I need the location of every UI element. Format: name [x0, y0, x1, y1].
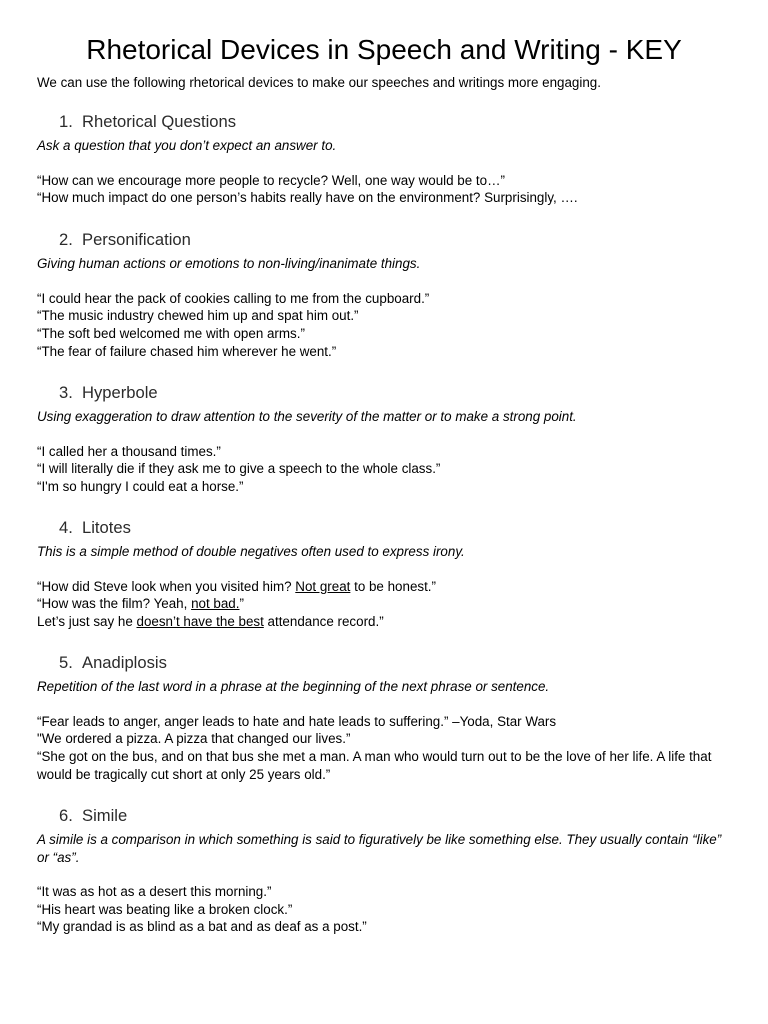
example-text: to be honest.”	[350, 578, 436, 594]
section-anadiplosis	[37, 653, 731, 783]
example-text: attendance record.”	[263, 613, 384, 629]
page-title: Rhetorical Devices in Speech and Writing - KEY	[86, 34, 682, 65]
example-list	[37, 883, 731, 936]
example-item: “How can we encourage more people to recycle? Well, one way would be to…”	[37, 172, 505, 188]
section-definition: Using exaggeration to draw attention to the severity of the matter or to make a strong point.	[37, 409, 577, 424]
example-item: “The fear of failure chased him wherever he went.”	[37, 343, 337, 359]
example-text: “How did Steve look when you visited him?	[37, 578, 296, 594]
example-item	[37, 578, 731, 596]
underlined-phrase: not bad.	[191, 596, 240, 612]
example-item: “I could hear the pack of cookies calling to me from the cupboard.”	[37, 290, 430, 306]
section-title: Personification	[82, 230, 191, 249]
section-title: Simile	[82, 806, 128, 825]
section-heading	[59, 383, 731, 403]
section-heading	[59, 806, 731, 826]
section-definition: This is a simple method of double negatives often used to express irony.	[37, 544, 465, 559]
example-list	[37, 713, 731, 784]
example-item: "We ordered a pizza. A pizza that changed our lives.”	[37, 731, 351, 747]
example-text: “How was the film? Yeah,	[37, 596, 192, 612]
example-item	[37, 613, 731, 631]
section-definition: A simile is a comparison in which something is said to figuratively be like something else. They usually contain “like” or “as”.	[37, 832, 722, 865]
section-personification	[37, 230, 731, 360]
section-heading	[59, 518, 731, 538]
section-heading	[59, 112, 731, 132]
section-definition: Ask a question that you don’t expect an answer to.	[37, 138, 337, 153]
section-number: 6.	[59, 806, 73, 825]
section-simile	[37, 806, 731, 936]
section-number: 4.	[59, 518, 73, 537]
section-title: Anadiplosis	[82, 653, 167, 672]
example-item	[37, 595, 731, 613]
section-rhetorical-questions	[37, 112, 731, 207]
example-list	[37, 578, 731, 631]
section-number: 3.	[59, 383, 73, 402]
section-hyperbole	[37, 383, 731, 496]
underlined-phrase: doesn’t have the best	[136, 613, 264, 629]
section-litotes	[37, 518, 731, 631]
example-item: “I called her a thousand times.”	[37, 443, 221, 459]
example-item: “How much impact do one person’s habits really have on the environment? Surprisingly, ….	[37, 190, 578, 206]
example-list	[37, 290, 731, 361]
example-item: “Fear leads to anger, anger leads to hate and hate leads to suffering.” –Yoda, Star Wars	[37, 713, 557, 729]
section-title: Litotes	[82, 518, 131, 537]
section-title: Hyperbole	[82, 383, 158, 402]
example-item: “His heart was beating like a broken clock.”	[37, 901, 293, 917]
intro-text: We can use the following rhetorical devices to make our speeches and writings more engaging.	[37, 75, 601, 90]
example-item: “It was as hot as a desert this morning.”	[37, 884, 272, 899]
underlined-phrase: Not great	[295, 578, 351, 594]
section-definition: Giving human actions or emotions to non-living/inanimate things.	[37, 256, 421, 271]
example-item: “She got on the bus, and on that bus she met a man. A man who would turn out to be the love of her life. A life that would be tragically cut short at only 25 years old.”	[37, 748, 712, 782]
section-number: 5.	[59, 653, 73, 672]
section-heading	[59, 653, 731, 673]
example-item: “I'm so hungry I could eat a horse.”	[37, 478, 244, 494]
example-item: “I will literally die if they ask me to give a speech to the whole class.”	[37, 461, 441, 477]
section-heading	[59, 230, 731, 250]
example-list	[37, 172, 731, 207]
example-text: ”	[239, 596, 244, 612]
example-text: Let’s just say he	[37, 613, 137, 629]
section-title: Rhetorical Questions	[82, 112, 237, 131]
example-item: “The soft bed welcomed me with open arms.”	[37, 325, 305, 341]
section-number: 2.	[59, 230, 73, 249]
example-list	[37, 443, 731, 496]
example-item: “My grandad is as blind as a bat and as deaf as a post.”	[37, 919, 367, 935]
section-definition: Repetition of the last word in a phrase at the beginning of the next phrase or sentence.	[37, 679, 550, 694]
section-number: 1.	[59, 112, 73, 131]
example-item: “The music industry chewed him up and spat him out.”	[37, 308, 359, 324]
